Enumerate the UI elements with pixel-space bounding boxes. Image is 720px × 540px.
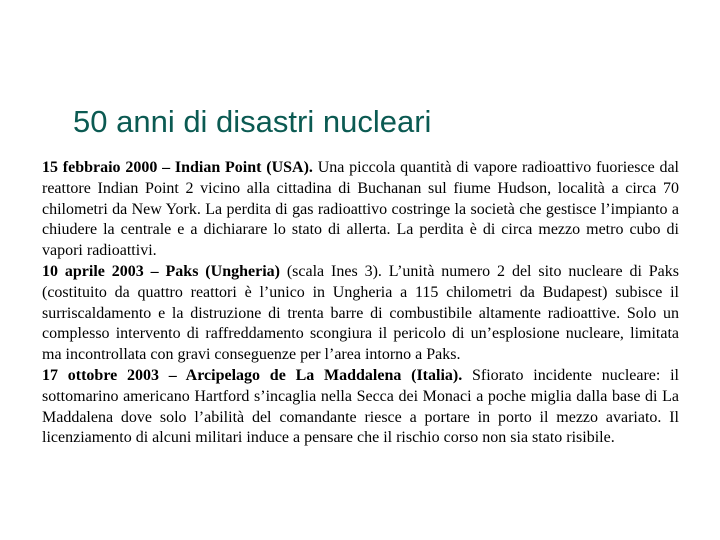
slide-body bbox=[42, 158, 679, 449]
entry-text: (scala Ines 3). L’unità numero 2 del sito nucleare di Paks (costituito da quattro reattori è l’unico in Ungheria a 115 chilometri da Budapest) subisce il surriscaldamento e la distruzione di trenta barre di combustibile altamente radioattive. Solo un complesso intervento di raffreddamento scongiura il pericolo di un’esplosione nucleare, limitata ma incontrollata con gravi conseguenze per l’area intorno a Paks. bbox=[42, 262, 679, 364]
slide-title: 50 anni di disastri nucleari bbox=[73, 104, 432, 139]
entry-indian-point bbox=[42, 158, 679, 262]
entry-heading: 10 aprile 2003 – Paks (Ungheria) bbox=[42, 262, 280, 280]
entry-paks bbox=[42, 262, 679, 366]
entry-la-maddalena bbox=[42, 366, 679, 449]
entry-heading: 15 febbraio 2000 – Indian Point (USA). bbox=[42, 159, 313, 176]
entry-text: Sfiorato incidente nucleare: il sottomarino americano Hartford s’incaglia nella Secca dei Monaci a poche miglia dalla base di La Maddalena dove solo l’abilità del comandante riesce a portare in porto il mezzo avariato. Il licenziamento di alcuni militari induce a pensare che il rischio corso non sia stato risibile. bbox=[42, 366, 679, 447]
entry-heading: 17 ottobre 2003 – Arcipelago de La Maddalena (Italia). bbox=[42, 366, 463, 384]
entry-text: Una piccola quantità di vapore radioattivo fuoriesce dal reattore Indian Point 2 vicino alla cittadina di Buchanan sul fiume Hudson, località a circa 70 chilometri da New York. La perdita di gas radioattivo costringe la società che gestisce l’impianto a chiudere la centrale e a dichiarare lo stato di allerta. La perdita è di circa mezzo metro cubo di vapori radioattivi. bbox=[42, 159, 680, 260]
